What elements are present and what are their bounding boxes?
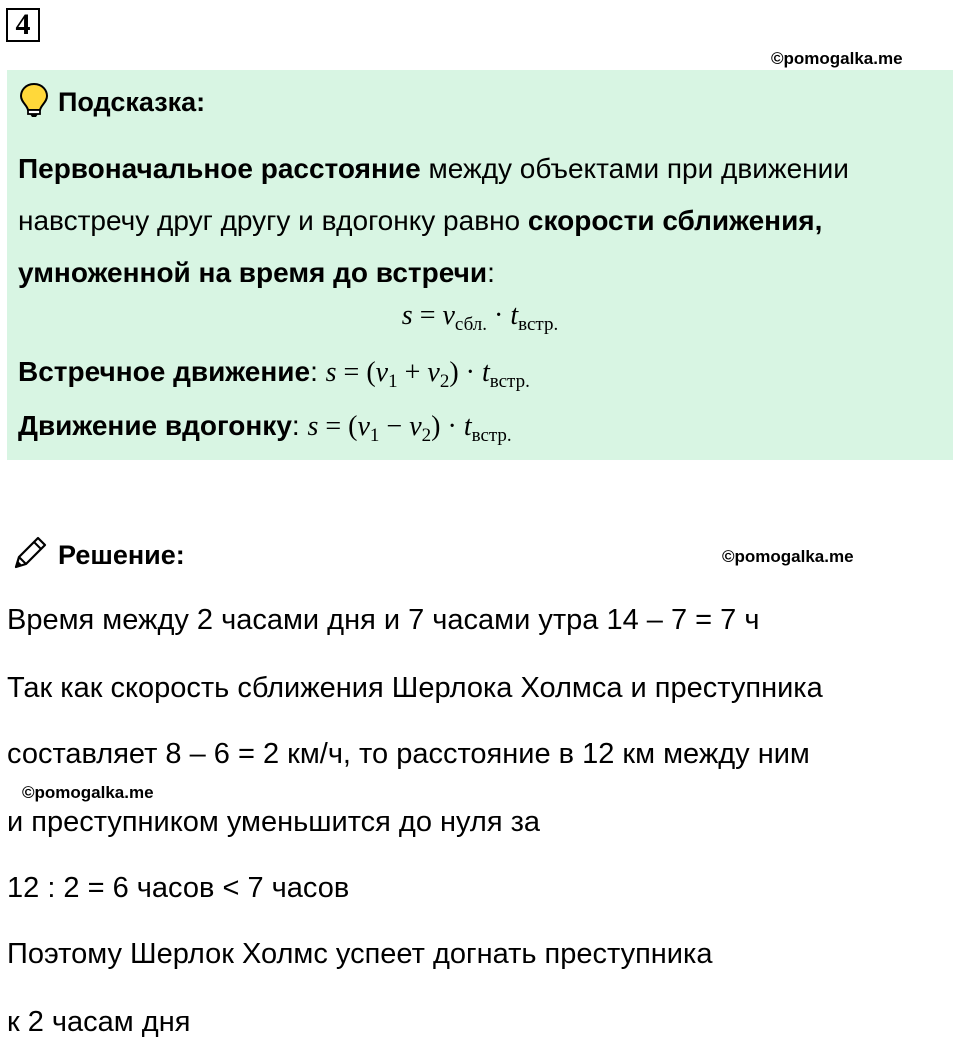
solution-line: 12 : 2 = 6 часов < 7 часов (7, 872, 350, 904)
watermark: ©pomogalka.me (722, 547, 854, 566)
formula-distance: $s = v_{сбл.} \cdot t_{встр.}$ (401, 300, 559, 335)
watermark: ©pomogalka.me (22, 783, 154, 802)
solution-title (10, 533, 185, 578)
solution-line: и преступником уменьшится до нуля за (7, 806, 541, 838)
watermark: ©pomogalka.me (771, 49, 903, 68)
solution-line: Время между 2 часами дня и 7 часами утра 14 – 7 = 7 ч (7, 604, 760, 636)
pencil-icon (10, 533, 50, 578)
task-number: 4 (6, 8, 40, 42)
solution-line: составляет 8 – 6 = 2 км/ч, то расстояние в 12 км между ним (7, 738, 810, 770)
hint-paragraph (18, 143, 948, 299)
hint-text-1: между объектами при движении навстречу друг другу и вдогонку равно (18, 153, 849, 236)
hint-title-text: Подсказка: (58, 87, 206, 117)
lightbulb-icon (18, 82, 50, 123)
solution-line: Поэтому Шерлок Холмс успеет догнать преступника (7, 938, 713, 970)
formula-pursuit: Движение вдогонку: $s = (v_1 - v_2) \cdot t_{встр.}$ (18, 410, 512, 446)
solution-line: Так как скорость сближения Шерлока Холмса и преступника (7, 672, 823, 704)
solution-line: к 2 часам дня (7, 1006, 191, 1038)
solution-title-text: Решение: (58, 540, 185, 570)
hint-bold-2: скорости сближения, умноженной на время до встречи (18, 205, 823, 288)
hint-bold-1: Первоначальное расстояние (18, 153, 421, 184)
formula-oncoming: Встречное движение: $s = (v_1 + v_2) \cdot t_{встр.}$ (18, 356, 530, 392)
hint-text-2: : (487, 257, 495, 288)
hint-title (18, 82, 205, 123)
